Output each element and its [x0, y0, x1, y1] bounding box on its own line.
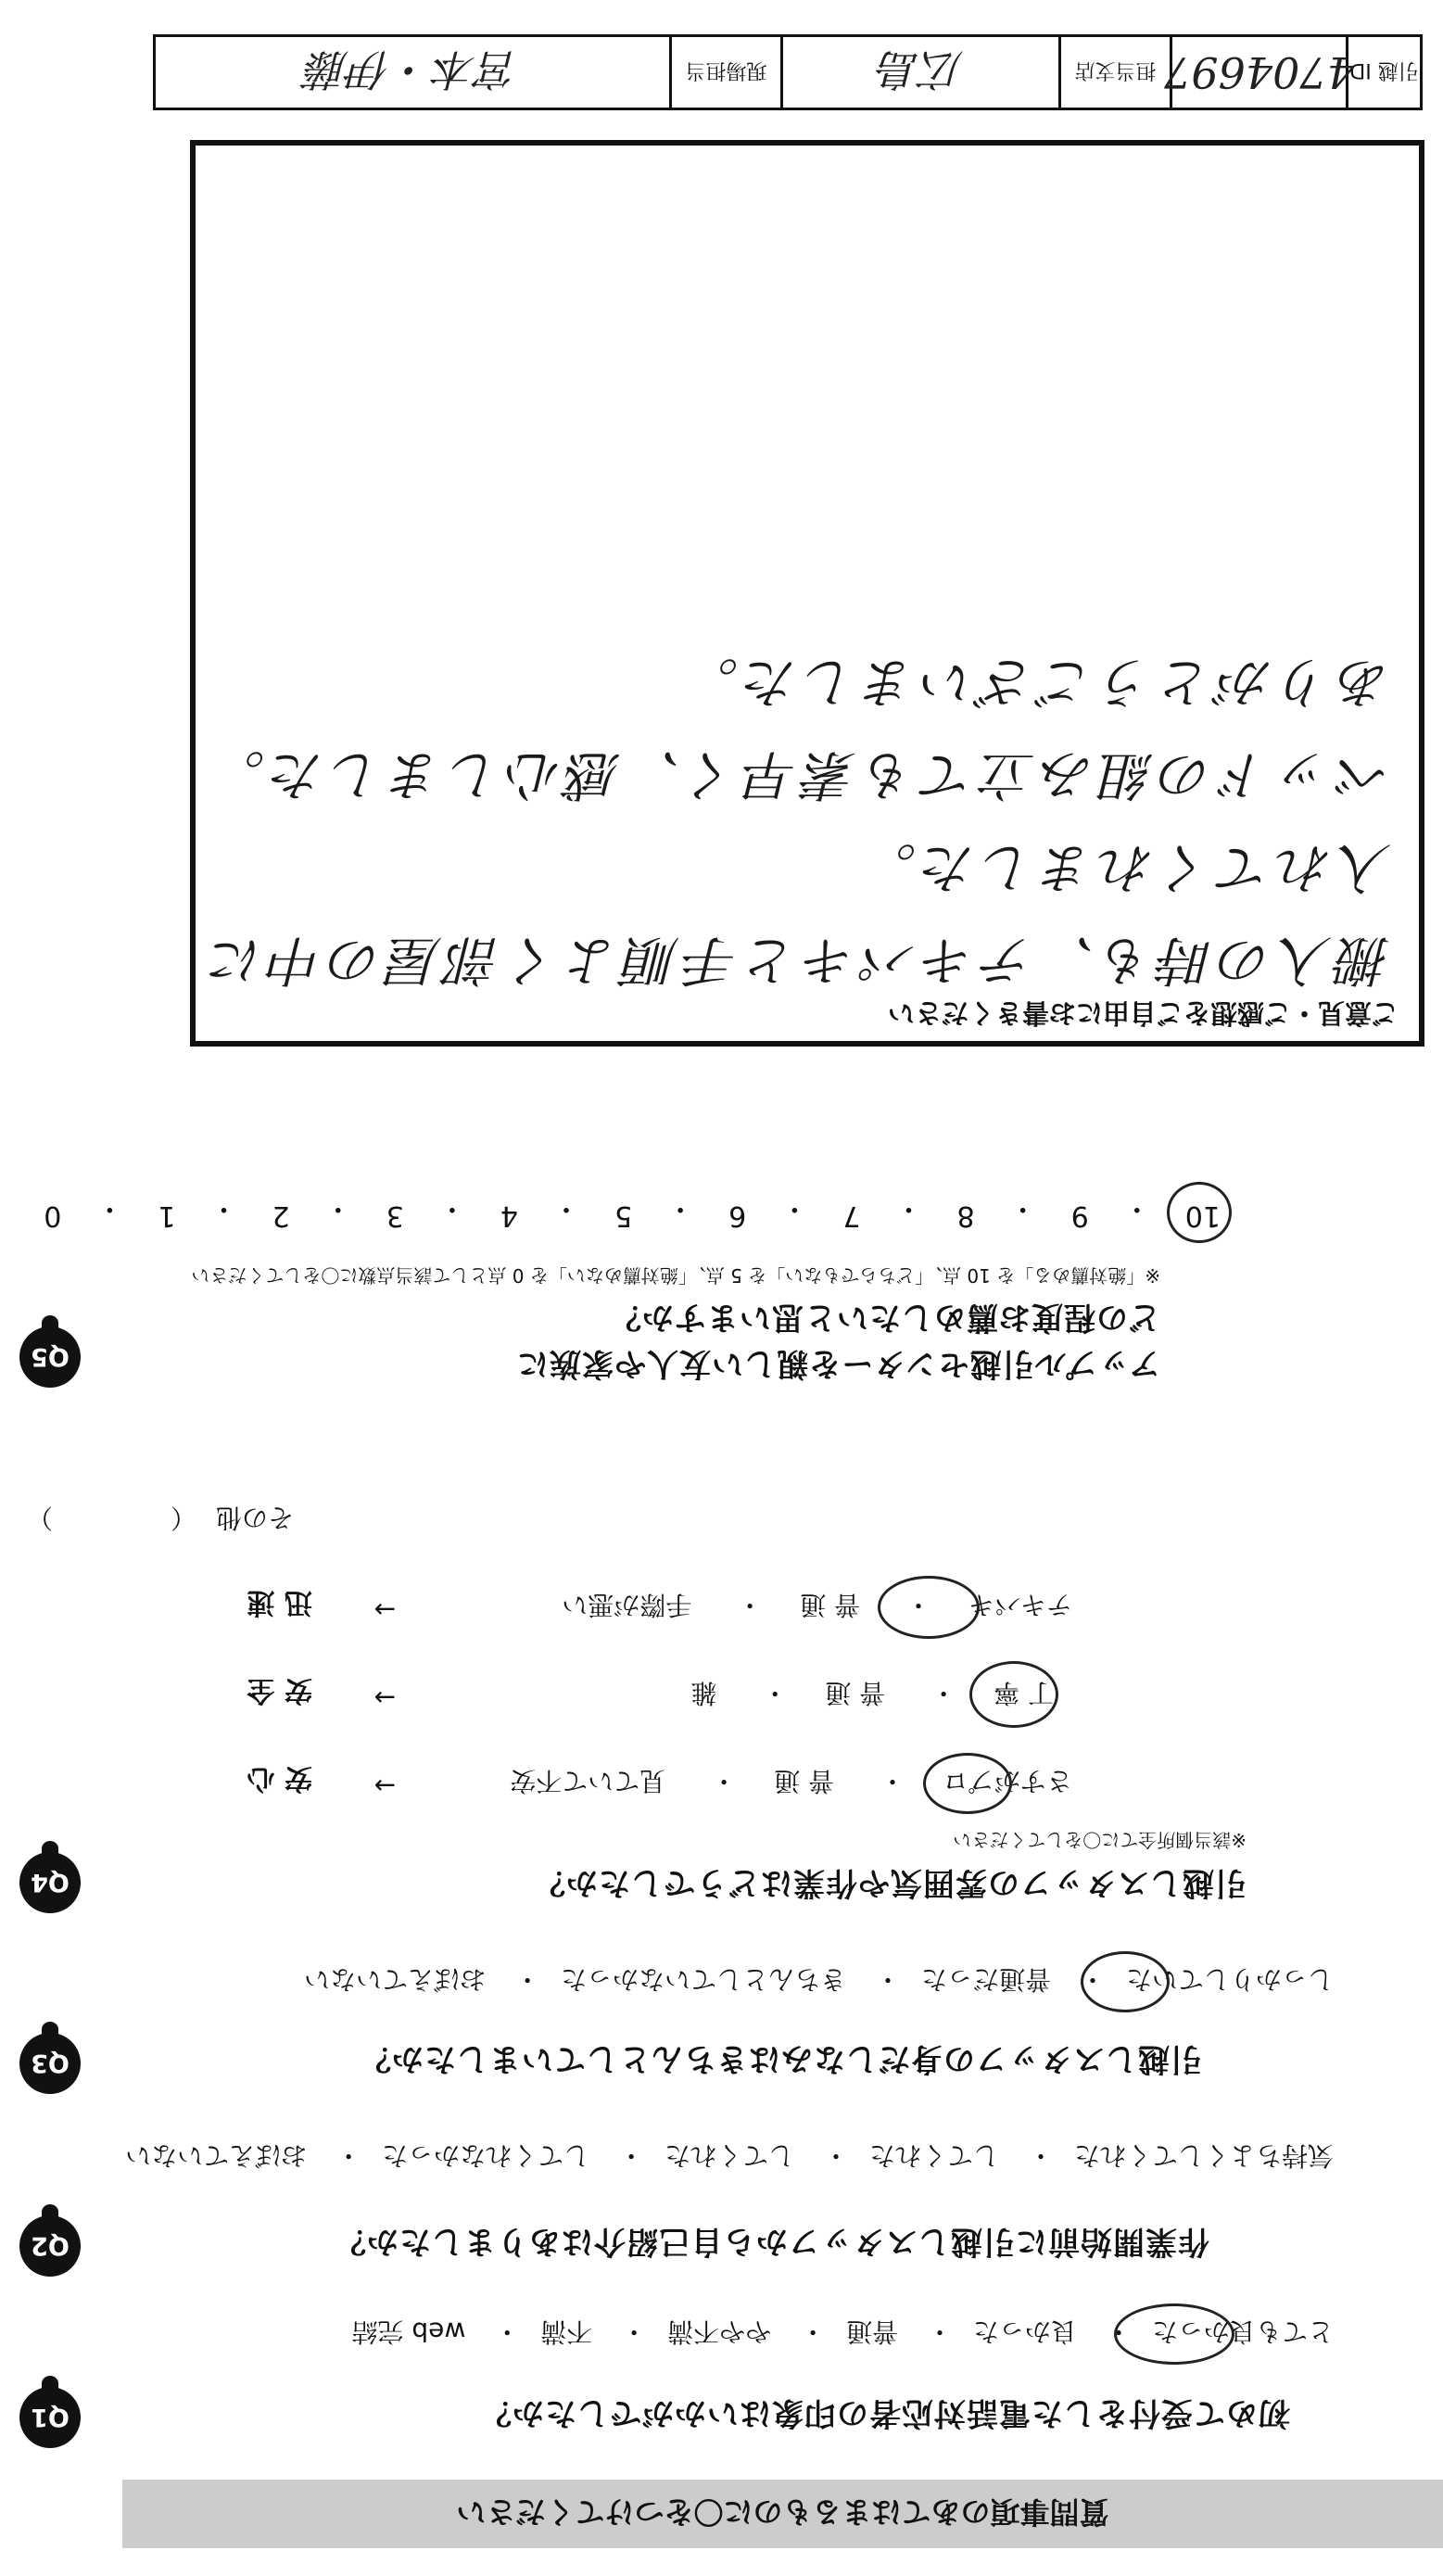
- q4-row2-label: 安 全: [247, 1674, 312, 1707]
- q2-badge: Q2: [19, 2215, 81, 2277]
- q4-badge: Q4: [19, 1852, 81, 1913]
- leader-value: 宮本・伊藤: [306, 44, 519, 95]
- q4-row1-option-2[interactable]: 普 通: [774, 1766, 835, 1796]
- q4-other-close: ）: [26, 1503, 53, 1533]
- q4-row1-label: 安 心: [247, 1762, 312, 1795]
- q2-question: 作業開始前に引越しスタッフから自己紹介はありましたか？: [334, 2223, 1209, 2260]
- q1-badge: Q1: [19, 2387, 81, 2448]
- q4-question: 引越しスタッフの雰囲気や作業はどうでしたか？: [533, 1864, 1247, 1901]
- q3-question: 引越しスタッフの身だしなみはきちんとしていましたか？: [359, 2040, 1202, 2077]
- q4-row3-options: テキパキ・ 普 通・ 手際が悪い: [562, 1590, 1072, 1620]
- q4-note: ※該当個所全てに〇をしてください: [953, 1829, 1247, 1851]
- q5-score-2[interactable]: 2: [272, 1199, 290, 1232]
- id-value: 4704697: [1164, 47, 1354, 97]
- branch-value: 広島: [878, 44, 964, 95]
- q3-option-2[interactable]: 普通だった: [921, 1964, 1052, 1995]
- comment-line-4: ありがとうございました。: [678, 651, 1391, 714]
- q4-other-label: その他: [215, 1503, 294, 1533]
- q5-note: ※「絶対薦める」を 10 点、「どちらでもない」を 5 点、「絶対薦めない」を 0 点として該当点数に〇をしてください: [191, 1264, 1160, 1287]
- q3-badge: Q3: [19, 2033, 81, 2094]
- instruction-banner: 質問事項のあてはまるものに〇をつけてください: [122, 2480, 1443, 2548]
- q3-option-3[interactable]: きちんとしていなかった: [561, 1964, 847, 1995]
- q2-option-3[interactable]: してくれた: [665, 2140, 795, 2171]
- q4-row2-option-1[interactable]: 丁 寧: [994, 1678, 1054, 1708]
- q4-other-open: （: [170, 1503, 196, 1533]
- q2-option-4[interactable]: してくれなかった: [382, 2140, 590, 2171]
- q5-question-line1: アップル引越センターを親しい友人や家族に: [516, 1345, 1160, 1382]
- comment-line-1: 搬入の時も、テキパキと手順よく部屋の中に: [204, 929, 1391, 992]
- q4-row2-options: 丁 寧・ 普 通・ 雑: [690, 1678, 1054, 1708]
- branch-label: 担当支店: [1074, 58, 1157, 82]
- q5-score-7[interactable]: 7: [842, 1199, 861, 1232]
- q1-question: 初めて受付をした電話対応者の印象はいかがでしたか？: [479, 2394, 1290, 2431]
- q4-row1-answer-circle: [923, 1753, 1012, 1814]
- q3-options: しっかりしていた・ 普通だった・ きちんとしていなかった・ おぼえていない: [304, 1964, 1334, 1995]
- q1-option-5[interactable]: 不満: [540, 2316, 593, 2347]
- q4-row3-option-2[interactable]: 普 通: [800, 1590, 861, 1620]
- leader-label: 現場担当: [685, 58, 767, 82]
- q5-score-3[interactable]: 3: [386, 1199, 404, 1232]
- q5-score-6[interactable]: 6: [728, 1199, 747, 1232]
- q1-option-3[interactable]: 普通: [846, 2316, 899, 2347]
- q2-options: 気持ちよくしてくれた・ してくれた・ してくれた・ してくれなかった・ おぼえていない: [125, 2140, 1334, 2171]
- q3-option-4[interactable]: おぼえていない: [304, 1964, 487, 1995]
- q4-row2-option-3[interactable]: 雑: [690, 1678, 717, 1708]
- q4-row2-arrow: →: [373, 1682, 396, 1713]
- q5-badge: Q5: [19, 1326, 81, 1388]
- q2-option-2[interactable]: してくれた: [869, 2140, 1000, 2171]
- q5-score-5[interactable]: 5: [614, 1199, 633, 1232]
- q4-row2-option-2[interactable]: 普 通: [825, 1678, 886, 1708]
- q5-scale: 10 ・ 9 ・ 8 ・ 7 ・ 6 ・ 5 ・ 4 ・ 3 ・ 2 ・ 1 ・ 0: [44, 1192, 1221, 1232]
- q5-score-8[interactable]: 8: [956, 1199, 975, 1232]
- q5-score-10[interactable]: 10: [1184, 1199, 1221, 1232]
- q1-options: とても良かった・ 良かった・ 普通・ やや不満・ 不満・ web 完結: [351, 2316, 1334, 2347]
- comment-line-3: ベッドの組み立ても素早く、感心しました。: [206, 743, 1391, 806]
- q4-row3-label: 迅 速: [247, 1586, 312, 1618]
- q4-row1-option-3[interactable]: 見ていて不安: [510, 1766, 666, 1796]
- q3-option-1[interactable]: しっかりしていた: [1125, 1964, 1334, 1995]
- q1-option-6[interactable]: web 完結: [351, 2316, 466, 2347]
- id-label: 引越 ID: [1349, 58, 1419, 82]
- q4-row2-answer-circle: [969, 1661, 1058, 1728]
- q5-answer-circle: [1167, 1182, 1232, 1243]
- q5-score-0[interactable]: 0: [44, 1199, 62, 1232]
- q5-question-line2: どの程度お薦めしたいと思いますか？: [609, 1299, 1160, 1336]
- q2-option-1[interactable]: 気持ちよくしてくれた: [1073, 2140, 1334, 2171]
- q4-row1-option-1[interactable]: さすがプロ: [942, 1766, 1072, 1796]
- header-table: [153, 34, 1423, 110]
- q3-answer-circle: [1081, 1951, 1170, 2012]
- q4-row1-arrow: →: [373, 1770, 396, 1801]
- q4-row3-option-1[interactable]: テキパキ: [968, 1590, 1072, 1620]
- q4-row3-option-3[interactable]: 手際が悪い: [562, 1590, 692, 1620]
- q1-option-1[interactable]: とても良かった: [1151, 2316, 1334, 2347]
- q4-row3-answer-circle: [878, 1576, 980, 1639]
- q4-row1-options: さすがプロ・ 普 通・ 見ていて不安: [510, 1766, 1072, 1796]
- q4-row3-arrow: →: [373, 1594, 396, 1625]
- q2-option-5[interactable]: おぼえていない: [125, 2140, 308, 2171]
- q5-score-4[interactable]: 4: [500, 1199, 518, 1232]
- comment-label: ご意見・ご感想をご自由にお書きください: [887, 997, 1399, 1029]
- q1-option-2[interactable]: 良かった: [973, 2316, 1078, 2347]
- comment-line-2: 入れてくれました。: [856, 836, 1391, 899]
- q1-answer-circle: [1114, 2303, 1234, 2365]
- q5-score-9[interactable]: 9: [1070, 1199, 1089, 1232]
- q1-option-4[interactable]: やや不満: [667, 2316, 772, 2347]
- q5-score-1[interactable]: 1: [158, 1199, 176, 1232]
- comment-box[interactable]: [190, 140, 1424, 1047]
